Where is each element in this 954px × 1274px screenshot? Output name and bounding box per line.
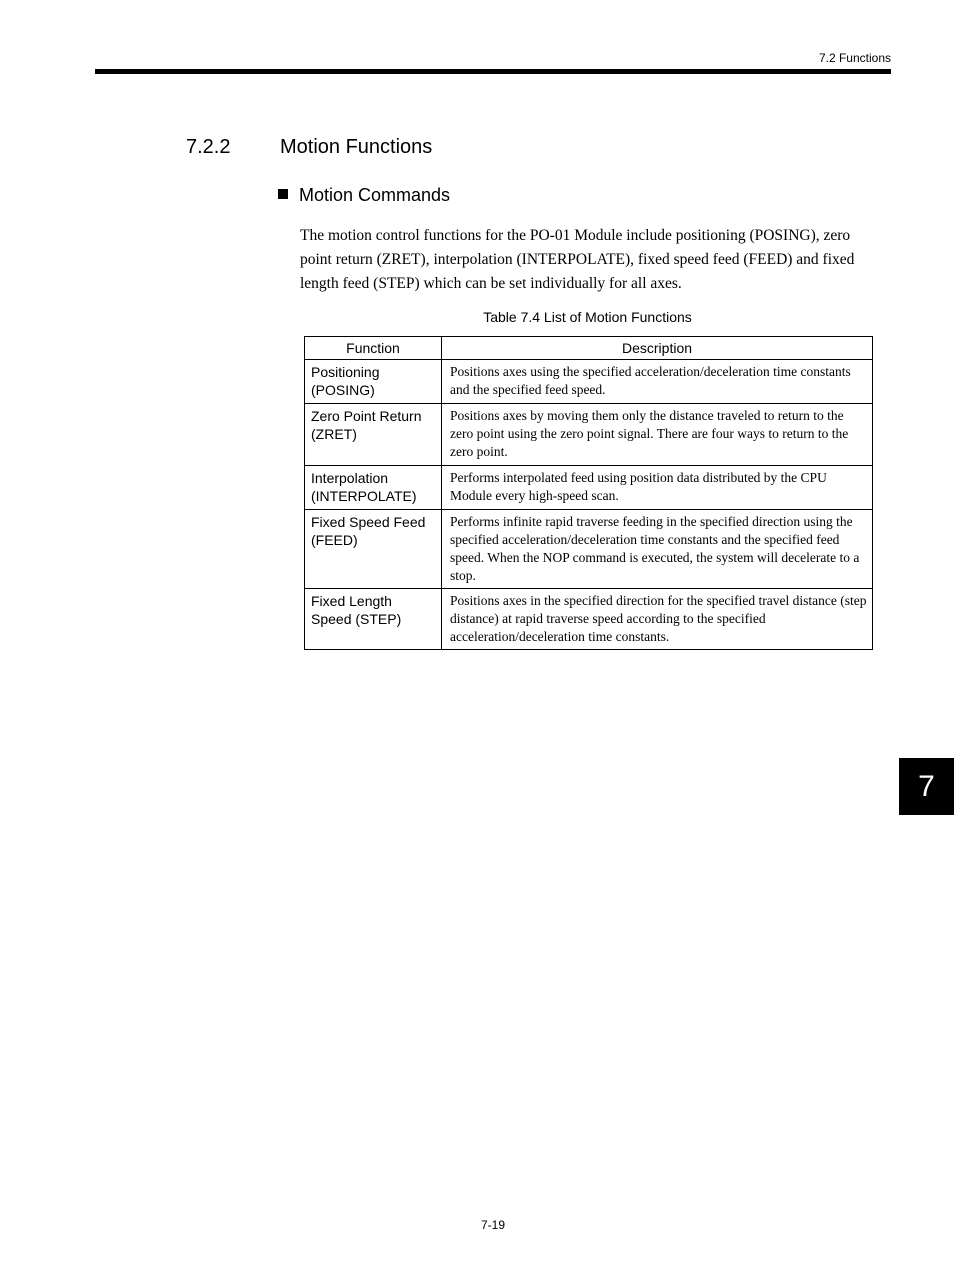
function-cell: Interpolation (INTERPOLATE) [305,466,442,510]
subsection-heading [278,184,450,206]
subsection-title: Motion Commands [299,185,451,205]
table-caption: Table 7.4 List of Motion Functions [483,309,692,325]
motion-functions-table [304,336,873,650]
table-header-row [305,337,873,360]
body-paragraph: The motion control functions for the PO-01 Module include positioning (POSING), zero point return (ZRET), interpolation (INTERPOLATE), fixed speed feed (FEED) and fixed length feed (STEP) which can be set individually for all axes. [300,227,855,292]
section-heading [186,135,432,159]
page-number: 7-19 [480,1218,506,1232]
column-header-function: Function [305,337,442,360]
function-cell: Zero Point Return (ZRET) [305,404,442,466]
table-row [305,360,873,404]
description-cell: Positions axes in the specified direction for the specified travel distance (step distance) at rapid traverse speed according to the specified acceleration/deceleration time constants. [442,589,873,650]
description-cell: Positions axes using the specified acceleration/deceleration time constants and the specified feed speed. [442,360,873,404]
function-cell: Fixed Speed Feed (FEED) [305,510,442,589]
description-cell: Performs interpolated feed using position data distributed by the CPU Module every high-speed scan. [442,466,873,510]
function-cell: Positioning (POSING) [305,360,442,404]
description-cell: Positions axes by moving them only the distance traveled to return to the zero point using the zero point signal. There are four ways to return to the zero point. [442,404,873,466]
table-row [305,510,873,589]
table-row [305,589,873,650]
square-bullet-icon [278,189,288,199]
running-header: 7.2 Functions [818,51,891,65]
section-number: 7.2.2 [186,136,231,158]
section-title: Motion Functions [280,136,433,158]
column-header-description: Description [442,337,873,360]
function-cell: Fixed Length Speed (STEP) [305,589,442,650]
table-row [305,466,873,510]
description-cell: Performs infinite rapid traverse feeding in the specified direction using the specified acceleration/deceleration time constants and the specified feed speed. When the NOP command is executed, the system will decelerate to a stop. [442,510,873,589]
header-rule [95,69,891,74]
chapter-tab: 7 [899,758,954,815]
table-row [305,404,873,466]
